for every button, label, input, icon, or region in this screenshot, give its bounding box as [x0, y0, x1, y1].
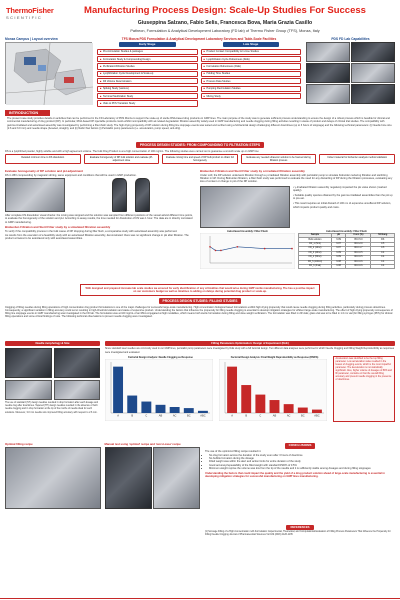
- doe-a-tick-label: A: [117, 414, 119, 418]
- early-stage-column: [97, 42, 198, 108]
- service-item: [97, 86, 198, 92]
- lab-photo-1: [306, 42, 350, 62]
- square-bullet-icon: ■: [203, 79, 205, 83]
- square-bullet-icon: ■: [100, 57, 102, 61]
- introduction-section: [5, 110, 395, 131]
- service-item-label: Vials to PFS Transition Study: [102, 101, 136, 105]
- chart1-point: [220, 249, 222, 251]
- optimal-recipe-heading: Optimal filling recipe: [5, 442, 33, 446]
- campus-map: [5, 42, 92, 104]
- optimal-recipe-photo: [5, 447, 101, 509]
- filtration-steps: [5, 154, 395, 164]
- poster-title: Manufacturing Process Design: Scale-Up Studies For Success: [84, 5, 366, 16]
- campus-layout-panel: [5, 37, 92, 105]
- square-bullet-icon: ■: [203, 87, 205, 91]
- doe-a-bar: [170, 407, 180, 413]
- table-cell: 96.0.1.7: [346, 247, 371, 251]
- doe-b-bar: [284, 404, 294, 413]
- service-item-label: Lyophilization Cycle Development & Scale-up: [102, 72, 154, 76]
- doe-b-bar: [312, 409, 322, 412]
- doe-a-tick-label: B: [131, 414, 134, 418]
- needle-photo-3: [5, 380, 52, 400]
- needle-heading: Needle morphology & Size: [5, 341, 100, 346]
- conclusion-bullet: • No clog formation across the duration of the study even after 3 hours of downtime: [209, 454, 395, 457]
- conclusion-bullet: • Good accuracy/repeatability of the filled weight with standard RSD% of 0.5%: [209, 464, 395, 467]
- service-item: [97, 56, 198, 62]
- doe-a-tick-label: AB: [158, 414, 163, 418]
- service-item-label: Mixing Study: [206, 94, 221, 98]
- needle-photo-2: [54, 348, 101, 378]
- chart1-point: [291, 248, 293, 250]
- conclusions-bullets: [209, 454, 395, 471]
- capabilities-panel: [306, 37, 395, 107]
- campus-map-graphic: [6, 43, 93, 105]
- square-bullet-icon: ■: [203, 72, 205, 76]
- vessel-photo-2: [135, 178, 150, 212]
- table-cell: FR_4 (50ml): [299, 256, 332, 260]
- service-item: [201, 71, 302, 77]
- service-item: [201, 49, 302, 55]
- filter-flush-chart-panel: [200, 230, 295, 271]
- filtration-step: Evaluate any needed ultrasonic solution to be foamed during filtration process: [241, 154, 317, 164]
- homogeneity-subsection: [5, 170, 195, 241]
- table-row: [299, 265, 395, 269]
- filling-text: Clogging of filling needles during filling operations of high concentration drug product formulations is one of the major challenges for successful large-scale manufacturing. High concentration biological based formulations exhibit high drying propensity that could cause needle clogging during filling activities, particularly during process downtimes. Consequently, a significant variation in filling accuracy could occur resulting in high-threshold variation and waste of expensive product. Understanding the factors that influence the propensity for filling needle clogging is essential to develop mitigation strategies for efficient large-scale manufacturing. The effect of high drying propensity consequence of filling line stoppage events in GMP manufacturing was investigated in the FD lab. The formulation was at 100 mg/mL of an RNA conjugated at high modalities, which means both sterile formulation during filling and dose weight verification. The formulation was filled in 2R vials; glass vial was to be filled in 1.0 mL vial (for filling syringes (PFS) for clinical filling operations and some critical findings of note. The following technical observations to prevent needle clogging were investigated.: [5, 305, 393, 319]
- autoclave-heading: Bioburden Filtration and Steril Filter study by a simulated filtration assembly: [5, 225, 111, 230]
- service-item: [97, 49, 198, 55]
- filtration-step: Evaluate homogeneity of DP bulk solution and evaluate pH-adjustment dose: [84, 154, 160, 164]
- square-bullet-icon: ■: [203, 50, 205, 54]
- service-item: [97, 63, 198, 69]
- chart2-title: Autoclaved Assembly: Filter Flush: [326, 229, 367, 233]
- doe-b-bar: [255, 394, 265, 412]
- table-cell: 6.89: [331, 251, 345, 255]
- doe-b-tick-label: C: [259, 414, 262, 418]
- square-bullet-icon: ■: [203, 65, 205, 68]
- doe-heading: Filling Parameters Optimization: Design of Experiment (DoE): [105, 341, 395, 346]
- service-item-label: Holding Time Studies: [206, 72, 231, 76]
- chart1-bg: [200, 233, 295, 269]
- doe-b-bar: [241, 385, 251, 413]
- square-bullet-icon: ■: [100, 65, 102, 68]
- doe-callout-text: Acceleration was identified to be the top filling parameter. Low acceleration value resulted in the fewest of clogging events, which is the most impactful parameter. The deceleration is not statistically significant. Also, higher volume of dosages of 80% and fill parameter, contains on that the overall filling accuracy and prevent needle clogging in the presence of downtimes.: [335, 358, 392, 382]
- service-item-label: Spiking Study (various): [102, 87, 129, 91]
- conclusion-bullet: • No bubble formation during the dosage: [209, 457, 395, 460]
- service-item-label: Pre-formulation Studies & packages: [102, 50, 143, 54]
- late-stage-column: [201, 42, 302, 108]
- doe-chart-b-title: Factorial Design Analysis: Final Weight Reproducibility as Response (RSD%): [230, 355, 319, 359]
- conclusions-closing: Understanding the factors that could impact the quality and the yield of a drug product solution ahead of large-scale manufacturing is essential in developing mitigation strategies for successful manufacturing on GMP lines manufacturing.: [205, 472, 385, 479]
- doe-a-bar: [184, 408, 194, 413]
- table-header: Sample: [299, 233, 332, 237]
- service-item-label: Terminal Sterilization Study: [102, 94, 134, 98]
- doe-b-tick-label: ABC: [314, 414, 320, 418]
- service-item: [97, 93, 198, 99]
- service-item: [97, 100, 198, 106]
- service-item: [201, 86, 302, 92]
- table-cell: 96.0.0.6: [346, 265, 371, 269]
- table-cell: 6.87: [331, 247, 345, 251]
- conclusion-bullet: • Minimum weight reprise the volume was low from the tip of the needle and it is sufficiently stable among dosages and during filling stoppages: [209, 467, 395, 470]
- table-cell: FR_5 (100ml): [299, 260, 332, 264]
- manual-test-heading: Manual test using 'optimal' recipe and 'worst-case' recipe: [104, 442, 181, 446]
- table-cell: DS: [371, 238, 395, 242]
- needle-photo-4: [54, 380, 101, 400]
- conclusions-intro: The use of the optimized filling recipe resulted in:: [205, 450, 262, 454]
- table-cell: 6.88: [331, 265, 345, 269]
- irradiated-text: Under LAF, the DP solution underwent filtration through a γ-irradiated filtration assembly with peristaltic pump to simulate bioburden reducing filtration and sterilizing filtration in GP. During Bioburden filtration, a filter flush study was performed to evaluate the need for any discarding of DP during the filtration processes, evaluating any loss of content or change in pH of the DP solution.: [200, 173, 393, 184]
- autoclave-text: To verify if the compatibility process in the bulk cause of DP dropping during filter flush, a comparative study with autoclaved assembly was performed.: [5, 229, 178, 233]
- table-cell: 96.0.0.5: [346, 251, 371, 255]
- service-item: [97, 78, 198, 84]
- table-header: Conc (%): [346, 233, 371, 237]
- doe-a-tick-label: BC: [186, 414, 191, 418]
- service-item: [97, 71, 198, 77]
- doe-a-tick-label: C: [145, 414, 148, 418]
- homogeneity-heading: Evaluate homogeneity of DP solution and pH-adjustment: [5, 169, 84, 173]
- service-item-label: Lyophilization Cycle Robustness (DoE): [206, 57, 250, 61]
- filling-section: [5, 298, 395, 319]
- late-stage-heading: Late Stage: [223, 42, 280, 47]
- square-bullet-icon: ■: [203, 94, 205, 98]
- square-bullet-icon: ■: [100, 94, 102, 98]
- company-logo: [6, 7, 54, 20]
- irradiated-bullets: [293, 186, 395, 228]
- doe-b-tick-label: AB: [272, 414, 277, 418]
- services-heading: TFS Monza PDS Formulation & Analytical Development Laboratory Services and Table-Scale Facilities: [121, 37, 277, 41]
- lab-photo-4: [351, 63, 395, 83]
- conclusions-section: [205, 443, 395, 479]
- filter-flush-chart: [200, 233, 295, 269]
- needle-subsection: [5, 341, 100, 415]
- introduction-text: The present case study provides details on activities that can be performed in the FD Laboratory of PDS Monza to support the scale-up of sterile RNA-based drug products on GMP lines. The main purpose of the study was to generate sufficient process understanding to ensure the design of a robust process which is feasible for clinical and commercial manufacturing of drug product (DP). In particular, RNA-based DP injectable products could exhibit incompatibility with air-related degradation filtration assembly widely used in GMP manufacturing and needle clogging during filling activities resulting in waste of product and delays of clinical trial studies. The compatibility with gamma irradiated and autoclaved assembly was investigated by performing a filter-flush study. The high drying propensity of DP solution during filling line stoppage events was tested and verified using a full-factorial design challenging different downtimes (up to 3 hours of stoppage) and the following technical parameters: (i) Needle bore size (2.6 and 3.0 mm) and needle shape (beveled, straight), and (ii) fluidic flow factors (i) Peristaltic pump parameters (i.e. acceleration, pump speed, anti-drip).: [7, 117, 392, 130]
- chart1-point: [215, 249, 217, 251]
- lab-photo-6: [351, 84, 395, 104]
- square-bullet-icon: ■: [203, 57, 205, 61]
- manual-test-panel: [105, 443, 201, 509]
- square-bullet-icon: ■: [100, 79, 102, 83]
- references-text: [1] Sonnage Filling of a High-Concentration mAb Formulation: Experimental, Theoretical, and Computational Evaluation of Filling Process Parameters That Influence the Propensity for Filling Needle Clogging Journal of Pharmaceutical Sciences Vol 109 (2016) 1126-1135: [205, 531, 391, 537]
- filtration-lead: DS is a lyophilized powder, highly soluble and with a high agreement volume. The bulk Drug Product is at a high concentration of 100 mg/mL. The following studies were carried out to guarantee a smooth scale up on GMP line:: [5, 149, 260, 153]
- references-section: [205, 525, 395, 537]
- introduction-heading: INTRODUCTION: [5, 110, 50, 116]
- filtration-step: Evaluate mixing time and speed of DP bulk product to obtain full homogeneity: [162, 154, 238, 164]
- chart1-point: [264, 248, 266, 250]
- lab-photo-2: [351, 42, 395, 62]
- doe-b-bar: [270, 400, 280, 413]
- table-cell: 96.0.0.5: [346, 256, 371, 260]
- doe-b-tick-label: A: [231, 414, 233, 418]
- doe-b-bar: [227, 366, 237, 412]
- square-bullet-icon: ■: [100, 50, 102, 54]
- logo-wordmark: ThermoFisher: [6, 6, 54, 15]
- needle-caption: The use of standard (ST) design needles resulted in drop formation after each dosage and needle clog after downtimes. Tapered (TP) design needles resulted in the absence of both needle clogging and in drop formation at the tip of the nozzle of needle ideal for such solutions. Moreover, 3.0 mm needle size improved filling accuracy with respect to 2.6 mm.: [5, 402, 99, 414]
- irradiated-bullet: • Suitable quality species obtained by the gamma irradiated assemblies than the pH up to pre-set.: [293, 193, 393, 201]
- filter-flush-table-panel: [298, 230, 395, 271]
- table-cell: 0.4: [371, 265, 395, 269]
- homogeneity-text: DS in WFI compounding by magnetic stirring, same equipment and conditions that will be used in GMP production.: [5, 173, 137, 177]
- filter-flush-table: [298, 233, 395, 270]
- footer-rule: [0, 598, 400, 599]
- irradiated-heading: Bioburden Filtration and Steril Filter study by a irradiated filtration assembly: [200, 169, 305, 173]
- filtration-conclusion-box: [80, 284, 320, 296]
- irradiated-subsection: [200, 170, 395, 271]
- filtration-step: Detailed minimum time to DS dissolution: [5, 154, 81, 164]
- capabilities-heading: PDS FD Lab Capabilities: [331, 37, 370, 41]
- logo-subtext: SCIENTIFIC: [6, 14, 43, 20]
- conclusion-bullet: • Filled weight was within the alert and action limits for entire duration of the study: [209, 460, 395, 463]
- service-item-label: Formulation Study & Compounding Design: [102, 57, 151, 61]
- services-panel: [95, 37, 303, 109]
- filtration-heading: PROCESS DESIGN STUDIES: FROM COMPOUNDING TO FILTRATION STEPS: [136, 142, 264, 148]
- table-cell: FR_6 (final): [299, 265, 332, 269]
- square-bullet-icon: ■: [100, 72, 102, 76]
- table-cell: 96.0.0.6: [346, 260, 371, 264]
- table-header: pH: [331, 233, 345, 237]
- table-cell: FR_1 (5ml): [299, 242, 332, 246]
- doe-a-bar: [141, 401, 151, 412]
- vessel-photo-1: [112, 178, 127, 212]
- service-item-label: Fill Volume Determination: [102, 79, 132, 83]
- service-item: [201, 56, 302, 62]
- early-stage-heading: Early Stage: [119, 42, 176, 47]
- manual-test-photo-1: [105, 447, 152, 509]
- table-cell: 6.89: [331, 238, 345, 242]
- doe-right-callout: [333, 356, 395, 423]
- lab-photo-3: [306, 63, 350, 83]
- doe-subsection: [105, 341, 395, 422]
- service-item: [201, 93, 302, 99]
- square-bullet-icon: ■: [100, 87, 102, 91]
- filling-heading: PROCESS DESIGN STUDIES: FILLING STUDIES: [159, 298, 242, 304]
- table-cell: Bulk solution: [299, 238, 332, 242]
- filtration-setup-photo: [200, 186, 290, 228]
- doe-chart-b-panel: [219, 356, 330, 423]
- table-cell: 6.87: [331, 242, 345, 246]
- doe-a-tick-label: ABC: [200, 414, 206, 418]
- manual-test-photo-2: [153, 447, 200, 509]
- poster-authors: Giuseppina Salzano, Fabio Selis, Francesca Bova, Maria Grazia Casillo: [137, 20, 313, 26]
- service-item-label: Product Contact Compatibility & In-Use Studies: [206, 50, 259, 54]
- filtration-section: [5, 142, 395, 164]
- doe-a-bar: [198, 410, 208, 412]
- irradiated-bullet: • This result requires an initial discard of 100 mL of expensive unsuffered DP solution, which impacts product quality and costs.: [293, 202, 391, 209]
- needle-photo-1: [5, 348, 52, 378]
- references-heading: REFERENCES: [286, 525, 313, 530]
- irradiated-bullet: • γ-Irradiated filtration assembly negatively impacted the pH value shown (marked quality).: [293, 185, 387, 193]
- doe-chart-a: [105, 359, 213, 421]
- table-cell: 0.4: [371, 251, 395, 255]
- autoclave-text-2: As results from the execution of a feasibility study with an autoclaved filtration assembly, demonstrated: there was no significant change in pH after filtration. The product at lowest to be autoclaved only with autoclaved assemblies.: [5, 234, 189, 241]
- table-cell: 0.4: [371, 256, 395, 260]
- chart1-point: [237, 246, 239, 248]
- service-item-label: Purification/Filtration Studies: [102, 64, 135, 68]
- table-cell: 0.5: [371, 242, 395, 246]
- homogeneity-text-2: After complete DS dissolution visual checks: the mixing was stopped and the solution was sampled from different positions of the vessel at/and different time points, to evaluate the homogeneity of the solution and pH. According to assay results, the time needed for dissolution of DS was 1 hour. The data are in directly correlated to GMP manufacturing.: [5, 213, 193, 224]
- table-cell: FR_3 (20ml): [299, 251, 332, 255]
- service-item-label: Pumping Recirculation Studies: [206, 87, 241, 91]
- doe-chart-b: [219, 359, 327, 421]
- table-cell: FR_2 (10ml): [299, 247, 332, 251]
- doe-a-tick-label: AC: [172, 414, 177, 418]
- chart1-point: [209, 246, 211, 248]
- doe-a-bar: [113, 366, 123, 412]
- optimal-recipe-panel: [5, 443, 101, 509]
- service-item-label: Formulation Robustness (DoE): [206, 64, 241, 68]
- poster-affiliation: Patheon, Formulation & Analytical Development Laboratory (FD lab) of Thermo Fisher Group (TFS), Monza, Italy: [130, 29, 320, 33]
- table-cell: 6.88: [331, 260, 345, 264]
- doe-b-tick-label: BC: [300, 414, 305, 418]
- service-item: [201, 78, 302, 84]
- doe-chart-a-title: Factorial Design Analysis: Needle Clogging as Response: [128, 355, 193, 359]
- lab-photo-5: [306, 84, 350, 104]
- table-cell: 95.0.5.0: [346, 238, 371, 242]
- campus-layout-heading: Monza Campus | Layout overview: [5, 37, 58, 41]
- chart1-title: Autoclaved Assembly: Filter Flush: [227, 229, 268, 233]
- table-cell: 96.0.2.0: [346, 242, 371, 246]
- recipe-subsection: [5, 443, 200, 509]
- mixing-photo-left: [5, 178, 65, 212]
- filtration-step: Collect material for bioburden analysis method validation: [319, 154, 395, 164]
- doe-b-tick-label: AC: [286, 414, 291, 418]
- table-header: %Chang: [371, 233, 395, 237]
- doe-text: Since standard steel needles are commonly used in our GMP lines, peristaltic pump parameters were investigated by DoE study with a full factorial design. Two different data analyses were performed in which Needle Clogging and Filling Weight Reproducibility as responses were investigated and evaluated.: [105, 347, 395, 354]
- table-cell: 6.89: [331, 256, 345, 260]
- doe-a-bar: [156, 404, 166, 412]
- doe-b-tick-label: B: [245, 414, 248, 418]
- table-cell: 0.5: [371, 247, 395, 251]
- service-item: [201, 63, 302, 69]
- doe-b-bar: [298, 407, 308, 412]
- table-cell: 0.4: [371, 260, 395, 264]
- square-bullet-icon: ■: [100, 102, 102, 106]
- doe-chart-a-panel: [105, 356, 216, 423]
- conclusions-heading: CONCLUSIONS: [285, 443, 316, 449]
- service-item-label: Process Data Studies: [206, 79, 231, 83]
- filtration-conclusion: With designed and prepared innovate lab scale studies we ensured for early identification of any criticalities that would arise during GMP sterile manufacturing. The has a positive impact on our customers budget as well as timelines to adding on delays during potential drug product or scale-up.: [85, 286, 315, 293]
- doe-a-bar: [127, 395, 137, 412]
